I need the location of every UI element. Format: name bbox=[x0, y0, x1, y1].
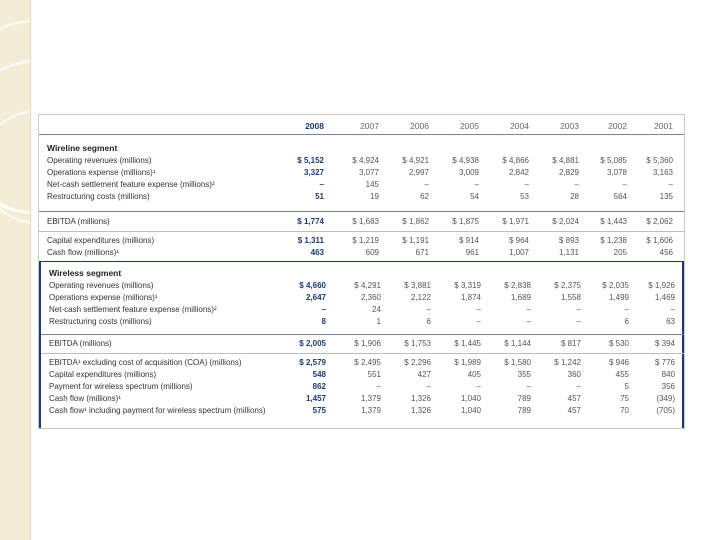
table-cell: 3,078 bbox=[606, 168, 627, 177]
row-label: Restructuring costs (millions) bbox=[49, 317, 152, 326]
row-label: Cash flow (millions)¹ bbox=[49, 394, 122, 403]
table-cell: 862 bbox=[312, 382, 326, 391]
row-label: Payment for wireless spectrum (millions) bbox=[49, 382, 193, 391]
table-cell: $ 1,774 bbox=[297, 217, 324, 226]
table-cell: – bbox=[576, 317, 581, 326]
table-cell: 789 bbox=[517, 394, 531, 403]
year-header: 2008 bbox=[305, 121, 324, 131]
table-cell: 789 bbox=[517, 406, 531, 415]
row-label: Operations expense (millions)¹ bbox=[47, 168, 156, 177]
table-cell: 457 bbox=[567, 406, 581, 415]
year-header: 2001 bbox=[654, 121, 673, 131]
table-cell: 62 bbox=[420, 192, 429, 201]
table-cell: 1,379 bbox=[360, 406, 381, 415]
decorative-divider bbox=[30, 0, 31, 540]
table-cell: 463 bbox=[310, 248, 324, 257]
table-cell: 145 bbox=[365, 180, 379, 189]
row-label: Restructuring costs (millions) bbox=[47, 192, 150, 201]
table-cell: $ 5,085 bbox=[600, 156, 627, 165]
table-cell: (349) bbox=[656, 394, 675, 403]
table-cell: 427 bbox=[417, 370, 431, 379]
table-cell: $ 4,924 bbox=[352, 156, 379, 165]
table-cell: 51 bbox=[315, 192, 324, 201]
wireline-segment-table bbox=[39, 115, 684, 261]
table-cell: $ 1,606 bbox=[646, 236, 673, 245]
table-cell: 1,689 bbox=[510, 293, 531, 302]
table-cell: 961 bbox=[465, 248, 479, 257]
table-cell: $ 2,579 bbox=[299, 358, 326, 367]
table-cell: 6 bbox=[624, 317, 629, 326]
table-cell: 840 bbox=[661, 370, 675, 379]
table-cell: $ 3,319 bbox=[454, 281, 481, 290]
table-rule bbox=[39, 211, 684, 212]
table-cell: – bbox=[622, 180, 627, 189]
table-cell: $ 2,024 bbox=[552, 217, 579, 226]
year-header: 2003 bbox=[560, 121, 579, 131]
table-cell: – bbox=[526, 305, 531, 314]
table-cell: $ 1,445 bbox=[454, 339, 481, 348]
table-cell: $ 1,191 bbox=[402, 236, 429, 245]
table-cell: $ 776 bbox=[654, 358, 675, 367]
table-cell: $ 4,291 bbox=[354, 281, 381, 290]
table-cell: 455 bbox=[615, 370, 629, 379]
table-cell: – bbox=[424, 180, 429, 189]
table-cell: $ 914 bbox=[458, 236, 479, 245]
table-cell: 75 bbox=[620, 394, 629, 403]
table-cell: 1,040 bbox=[460, 406, 481, 415]
table-cell: 575 bbox=[312, 406, 326, 415]
table-cell: 1,040 bbox=[460, 394, 481, 403]
table-cell: 456 bbox=[659, 248, 673, 257]
year-header: 2006 bbox=[410, 121, 429, 131]
table-cell: 355 bbox=[517, 370, 531, 379]
table-cell: 671 bbox=[415, 248, 429, 257]
table-cell: 551 bbox=[367, 370, 381, 379]
table-cell: 457 bbox=[567, 394, 581, 403]
table-cell: – bbox=[476, 305, 481, 314]
table-cell: $ 1,971 bbox=[502, 217, 529, 226]
table-cell: $ 2,062 bbox=[646, 217, 673, 226]
table-cell: $ 4,938 bbox=[452, 156, 479, 165]
table-cell: 609 bbox=[365, 248, 379, 257]
table-cell: $ 2,495 bbox=[354, 358, 381, 367]
table-cell: 54 bbox=[470, 192, 479, 201]
table-cell: $ 1,144 bbox=[504, 339, 531, 348]
table-cell: 205 bbox=[613, 248, 627, 257]
table-cell: 6 bbox=[426, 317, 431, 326]
table-cell: – bbox=[668, 180, 673, 189]
year-header: 2004 bbox=[510, 121, 529, 131]
table-cell: 405 bbox=[467, 370, 481, 379]
table-cell: 2,997 bbox=[408, 168, 429, 177]
table-cell: $ 2,005 bbox=[299, 339, 326, 348]
table-cell: 1,469 bbox=[654, 293, 675, 302]
row-label: EBITDA¹ excluding cost of acquisition (COA) (millions) bbox=[49, 358, 242, 367]
table-cell: – bbox=[576, 305, 581, 314]
year-header: 2007 bbox=[360, 121, 379, 131]
decorative-circle bbox=[0, 20, 30, 214]
table-cell: $ 1,238 bbox=[600, 236, 627, 245]
table-cell: 1,326 bbox=[410, 394, 431, 403]
table-cell: 63 bbox=[666, 317, 675, 326]
table-cell: $ 5,360 bbox=[646, 156, 673, 165]
table-cell: $ 3,881 bbox=[404, 281, 431, 290]
table-cell: $ 2,296 bbox=[404, 358, 431, 367]
table-cell: 3,163 bbox=[652, 168, 673, 177]
table-cell: $ 1,926 bbox=[648, 281, 675, 290]
table-cell: $ 946 bbox=[608, 358, 629, 367]
table-rule bbox=[41, 334, 685, 335]
table-cell: $ 1,989 bbox=[454, 358, 481, 367]
table-cell: $ 1,906 bbox=[354, 339, 381, 348]
table-cell: 1,558 bbox=[560, 293, 581, 302]
table-cell: 2,360 bbox=[360, 293, 381, 302]
table-cell: – bbox=[524, 180, 529, 189]
table-cell: $ 1,753 bbox=[404, 339, 431, 348]
table-cell: – bbox=[624, 305, 629, 314]
table-cell: 70 bbox=[620, 406, 629, 415]
table-cell: – bbox=[476, 317, 481, 326]
table-cell: – bbox=[319, 180, 324, 189]
table-cell: $ 4,881 bbox=[552, 156, 579, 165]
table-cell: – bbox=[526, 382, 531, 391]
table-cell: $ 893 bbox=[558, 236, 579, 245]
table-cell: – bbox=[526, 317, 531, 326]
table-cell: 360 bbox=[567, 370, 581, 379]
table-cell: – bbox=[321, 305, 326, 314]
table-cell: $ 1,862 bbox=[402, 217, 429, 226]
table-cell: $ 394 bbox=[654, 339, 675, 348]
table-cell: – bbox=[474, 180, 479, 189]
table-cell: 2,647 bbox=[305, 293, 326, 302]
table-rule bbox=[39, 134, 684, 135]
table-cell: 19 bbox=[370, 192, 379, 201]
table-cell: 8 bbox=[321, 317, 326, 326]
table-cell: 1,131 bbox=[558, 248, 579, 257]
table-cell: $ 1,311 bbox=[297, 236, 324, 245]
table-cell: $ 1,242 bbox=[554, 358, 581, 367]
table-cell: 3,327 bbox=[303, 168, 324, 177]
table-cell: $ 1,580 bbox=[504, 358, 531, 367]
table-cell: 2,829 bbox=[558, 168, 579, 177]
year-header: 2002 bbox=[608, 121, 627, 131]
table-cell: – bbox=[670, 305, 675, 314]
table-cell: $ 1,683 bbox=[352, 217, 379, 226]
table-cell: – bbox=[576, 382, 581, 391]
table-cell: 1,326 bbox=[410, 406, 431, 415]
table-rule bbox=[39, 231, 684, 232]
table-cell: 2,122 bbox=[410, 293, 431, 302]
row-label: EBITDA (millions) bbox=[49, 339, 112, 348]
table-cell: $ 1,875 bbox=[452, 217, 479, 226]
table-cell: 24 bbox=[372, 305, 381, 314]
table-cell: $ 5,152 bbox=[297, 156, 324, 165]
table-cell: – bbox=[426, 305, 431, 314]
table-cell: $ 2,035 bbox=[602, 281, 629, 290]
table-cell: 1,874 bbox=[460, 293, 481, 302]
financial-table-image bbox=[38, 114, 685, 429]
table-cell: – bbox=[476, 382, 481, 391]
row-label: Net-cash settlement feature expense (millions)² bbox=[47, 180, 215, 189]
table-cell: – bbox=[426, 382, 431, 391]
row-label: EBITDA (millions) bbox=[47, 217, 110, 226]
table-cell: $ 530 bbox=[608, 339, 629, 348]
row-label: Capital expenditures (millions) bbox=[47, 236, 155, 245]
table-cell: 135 bbox=[659, 192, 673, 201]
table-cell: 5 bbox=[624, 382, 629, 391]
table-cell: $ 4,921 bbox=[402, 156, 429, 165]
table-cell: $ 2,375 bbox=[554, 281, 581, 290]
table-cell: 3,009 bbox=[458, 168, 479, 177]
wireless-segment-table bbox=[39, 261, 684, 428]
table-cell: $ 1,443 bbox=[600, 217, 627, 226]
table-cell: 1,379 bbox=[360, 394, 381, 403]
table-cell: 53 bbox=[520, 192, 529, 201]
table-cell: $ 4,866 bbox=[502, 156, 529, 165]
table-cell: 1,499 bbox=[608, 293, 629, 302]
table-cell: – bbox=[574, 180, 579, 189]
table-cell: 2,842 bbox=[508, 168, 529, 177]
table-cell: 1,457 bbox=[305, 394, 326, 403]
row-label: Cash flow¹ including payment for wireless spectrum (millions) bbox=[49, 406, 266, 415]
table-cell: 564 bbox=[613, 192, 627, 201]
section-title: Wireline segment bbox=[47, 143, 118, 153]
row-label: Net-cash settlement feature expense (millions)² bbox=[49, 305, 217, 314]
table-cell: 3,077 bbox=[358, 168, 379, 177]
row-label: Capital expenditures (millions) bbox=[49, 370, 157, 379]
row-label: Cash flow (millions)¹ bbox=[47, 248, 120, 257]
table-cell: 28 bbox=[570, 192, 579, 201]
section-title: Wireless segment bbox=[49, 268, 122, 278]
table-cell: 548 bbox=[312, 370, 326, 379]
table-cell: $ 4,660 bbox=[299, 281, 326, 290]
row-label: Operating revenues (millions) bbox=[47, 156, 152, 165]
decorative-sidebar bbox=[0, 0, 30, 540]
table-cell: $ 2,838 bbox=[504, 281, 531, 290]
year-header: 2005 bbox=[460, 121, 479, 131]
table-cell: – bbox=[376, 382, 381, 391]
table-rule bbox=[41, 353, 685, 354]
table-cell: 1 bbox=[376, 317, 381, 326]
table-cell: (705) bbox=[656, 406, 675, 415]
table-cell: $ 817 bbox=[560, 339, 581, 348]
table-cell: 356 bbox=[661, 382, 675, 391]
table-cell: $ 1,219 bbox=[352, 236, 379, 245]
table-cell: $ 964 bbox=[508, 236, 529, 245]
table-cell: 1,007 bbox=[508, 248, 529, 257]
row-label: Operations expense (millions)¹ bbox=[49, 293, 158, 302]
row-label: Operating revenues (millions) bbox=[49, 281, 154, 290]
